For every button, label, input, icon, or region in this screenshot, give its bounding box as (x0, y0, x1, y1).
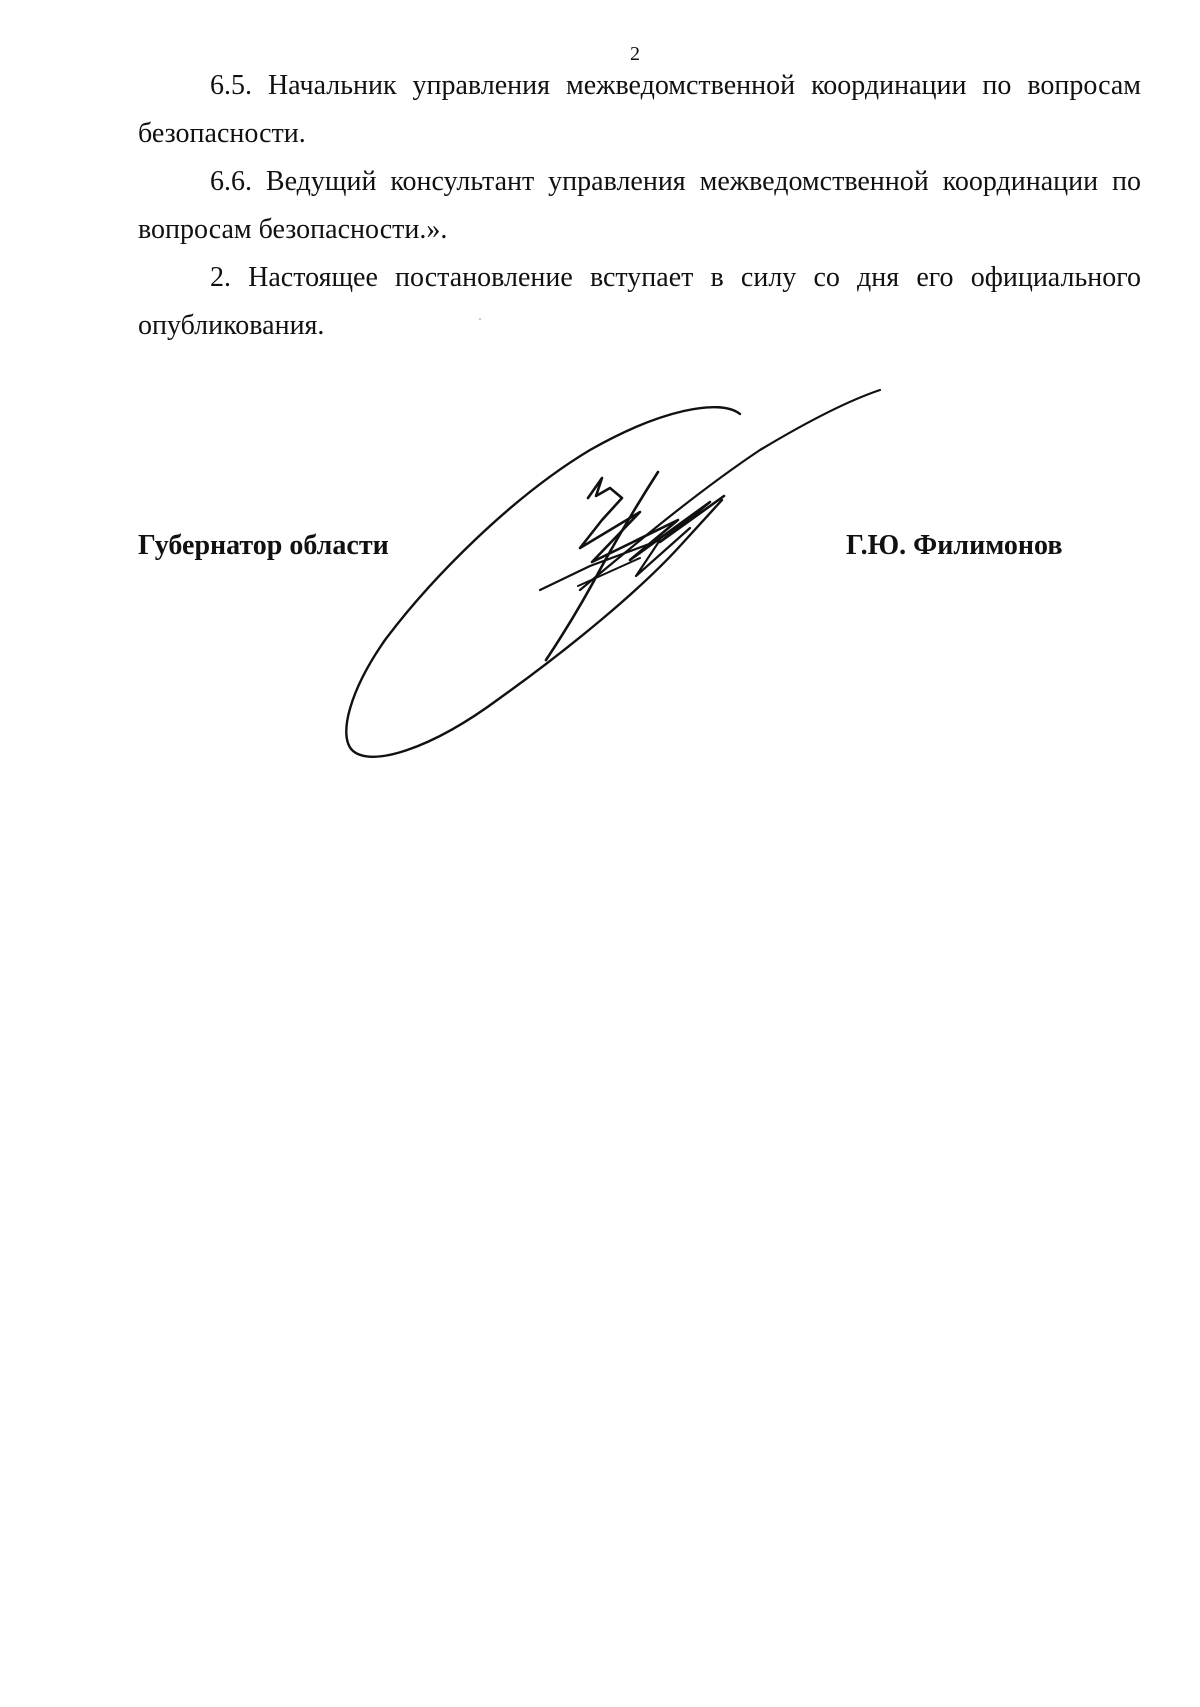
paragraph-6-6: 6.6. Ведущий консультант управления межведомственной координации по вопросам безопасности.». (138, 166, 1141, 245)
paragraph-2-effective-date: 2. Настоящее постановление вступает в силу со дня его официального опубликования. (138, 262, 1141, 341)
handwritten-signature (340, 380, 900, 780)
page-number: 2 (630, 43, 640, 65)
signatory-position: Губернатор области (138, 530, 389, 561)
signature-loop-stroke (346, 407, 740, 757)
paragraph-6-5: 6.5. Начальник управления межведомственной координации по вопросам безопасности. (138, 70, 1141, 149)
signatory-name: Г.Ю. Филимонов (846, 530, 1063, 561)
document-body (138, 62, 1141, 350)
signature-block (138, 528, 1148, 568)
scan-speck (479, 318, 481, 320)
